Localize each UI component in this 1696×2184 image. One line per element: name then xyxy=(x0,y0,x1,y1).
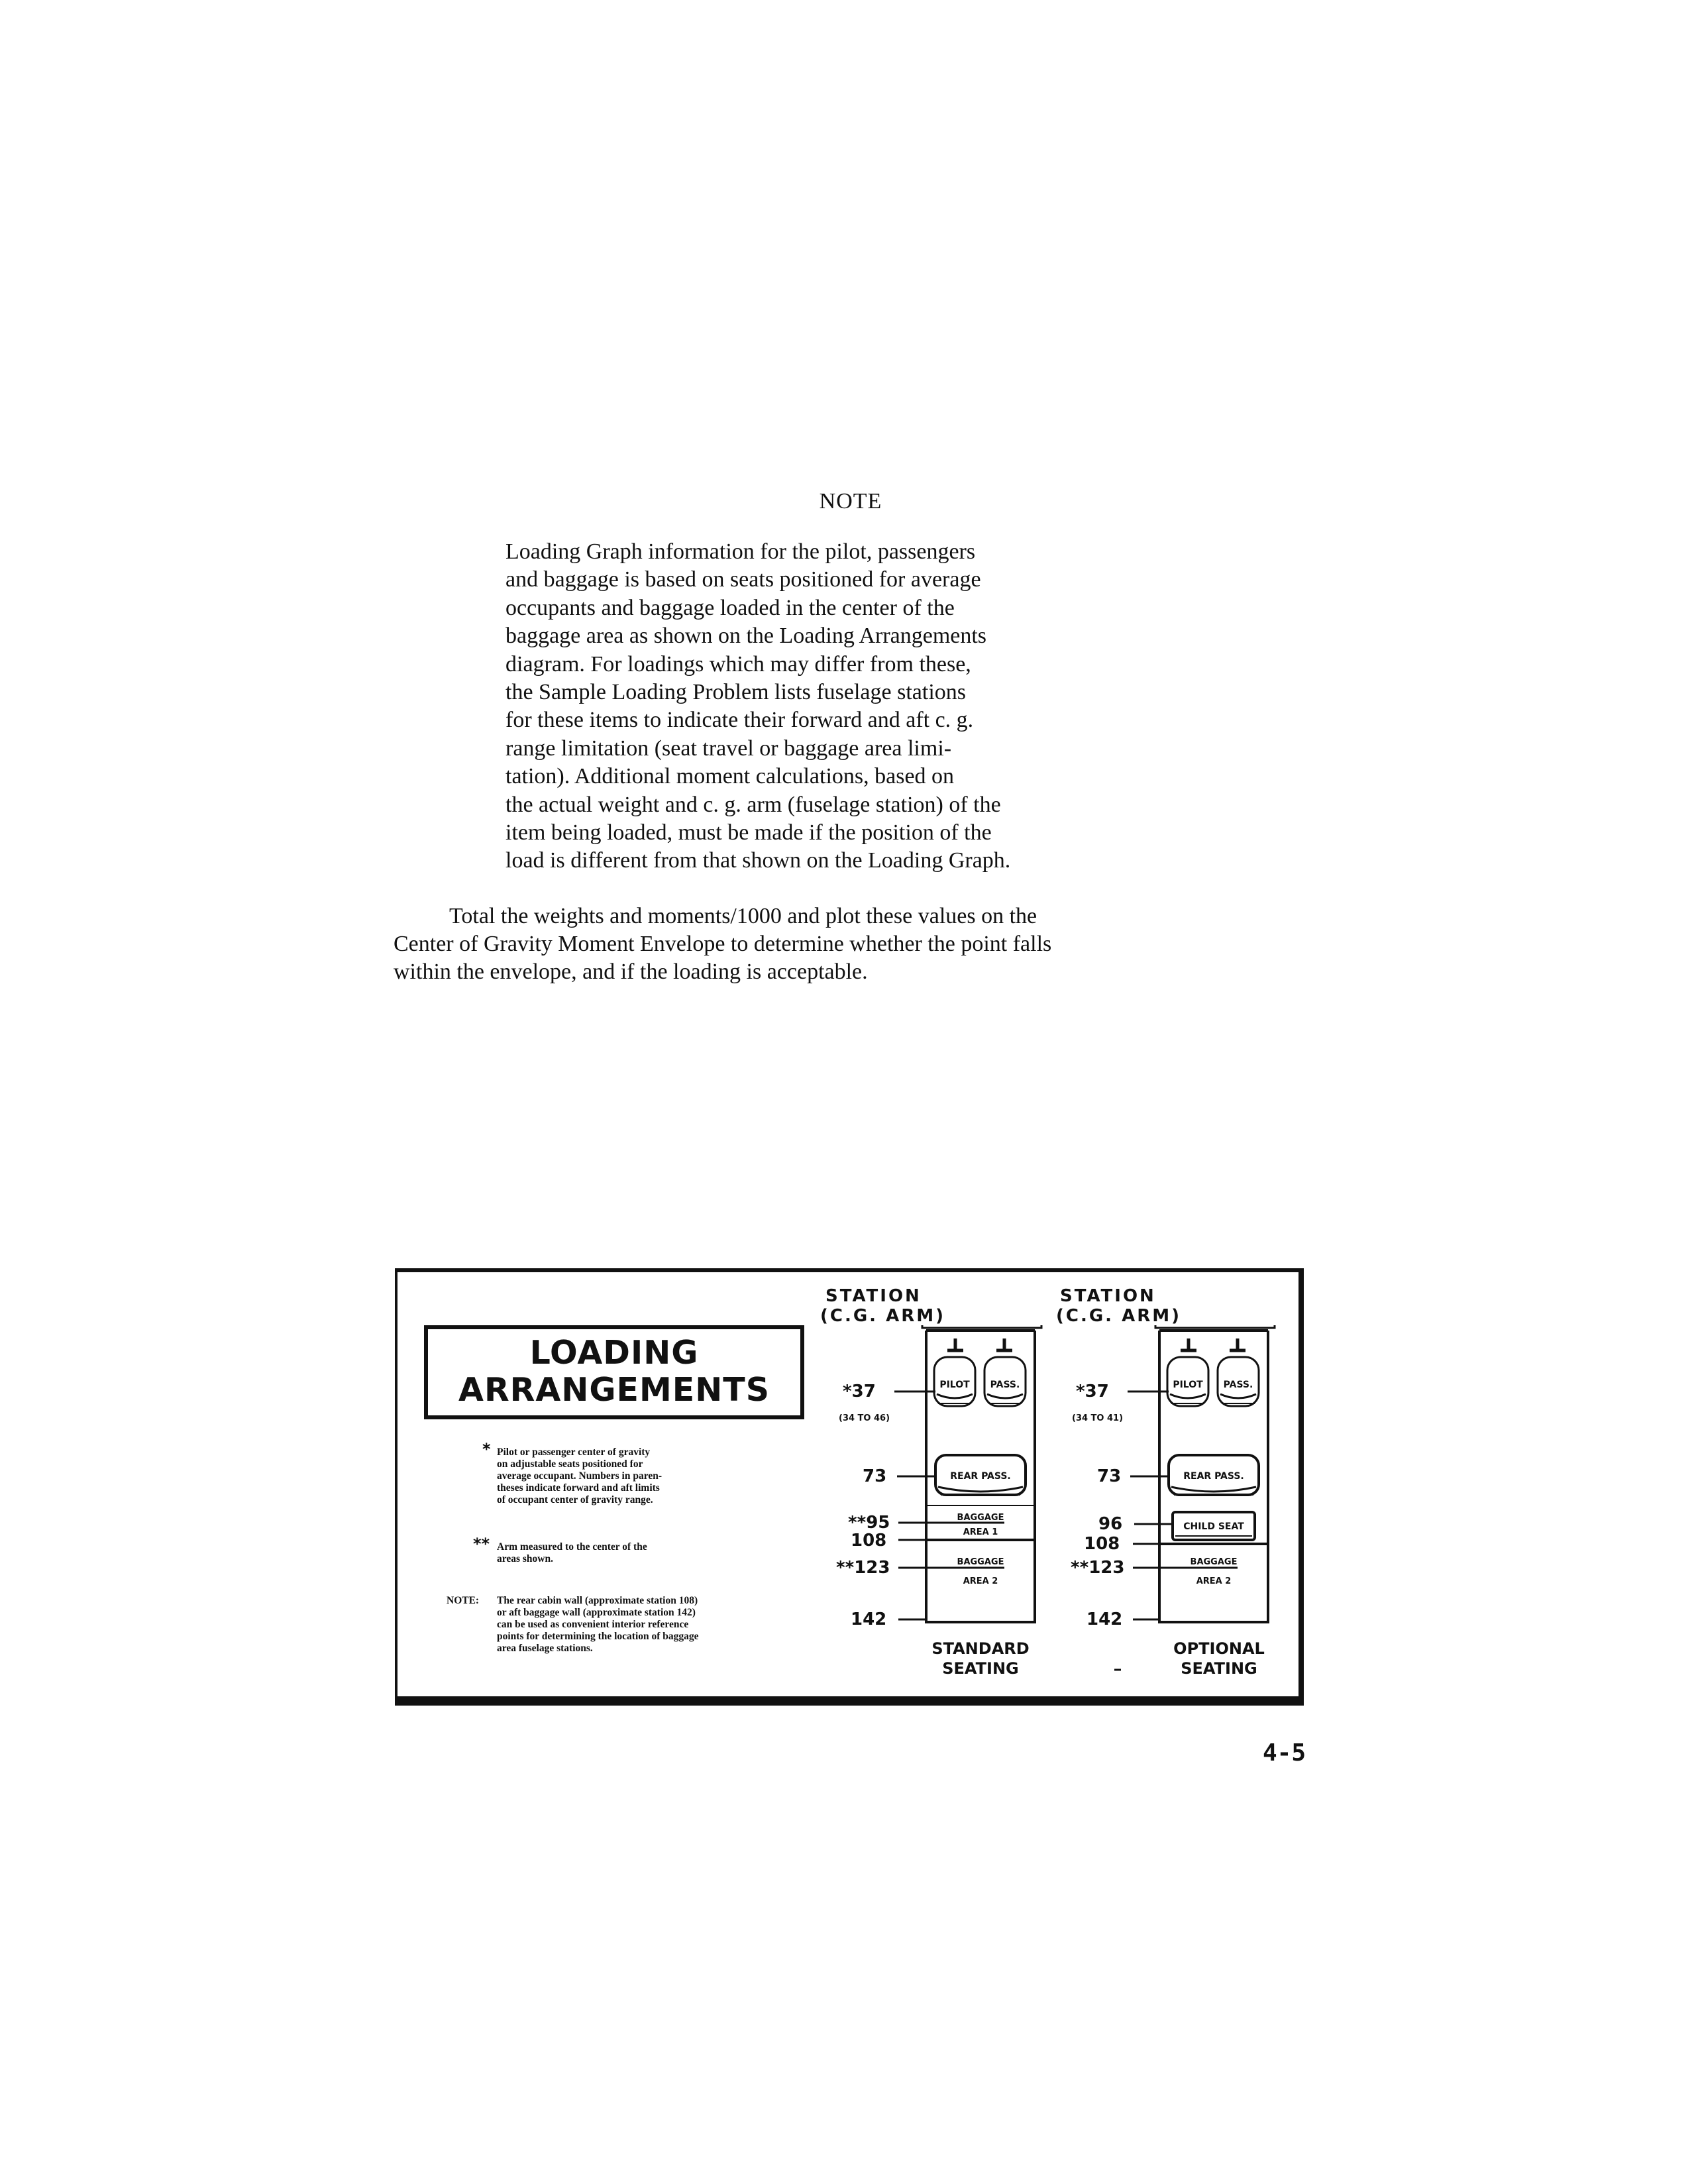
note-line: item being loaded, must be made if the position of the xyxy=(505,820,992,846)
station-73: 73 xyxy=(1097,1466,1122,1486)
double-asterisk-mark: ** xyxy=(473,1535,490,1553)
standard-caption: STANDARD xyxy=(931,1639,1030,1658)
footnote-note-label: NOTE: xyxy=(447,1595,480,1606)
footnote-line: average occupant. Numbers in paren- xyxy=(497,1470,662,1482)
footnote-line: of occupant center of gravity range. xyxy=(497,1494,653,1505)
note-line: baggage area as shown on the Loading Arrangements xyxy=(505,624,987,649)
baggage-area-2-sub: AREA 2 xyxy=(1196,1576,1232,1586)
rear-pass-label: REAR PASS. xyxy=(950,1471,1011,1482)
paragraph-line: Total the weights and moments/1000 and plot these values on the xyxy=(449,904,1037,928)
station-142: 142 xyxy=(851,1610,887,1629)
station-header-arm: (C.G. ARM) xyxy=(1056,1306,1182,1326)
station-header: STATION xyxy=(1060,1286,1156,1306)
optional-caption: OPTIONAL xyxy=(1173,1639,1265,1658)
page-number: 4-5 xyxy=(1263,1739,1306,1767)
seating-diagrams xyxy=(398,1272,1298,1696)
note-line: tation). Additional moment calculations, based on xyxy=(505,764,955,789)
rear-pass-label: REAR PASS. xyxy=(1183,1471,1244,1482)
station-range: (34 TO 46) xyxy=(839,1413,890,1423)
pilot-seat-label: PILOT xyxy=(939,1380,970,1390)
footnote-line: Arm measured to the center of the xyxy=(497,1541,647,1553)
footnote-line: theses indicate forward and aft limits xyxy=(497,1482,660,1494)
standard-caption-2: SEATING xyxy=(942,1659,1019,1678)
note-line: diagram. For loadings which may differ from these, xyxy=(505,651,971,677)
station-header-arm: (C.G. ARM) xyxy=(820,1306,946,1326)
note-line: the Sample Loading Problem lists fuselage stations xyxy=(505,680,967,705)
footnote-line: areas shown. xyxy=(497,1553,553,1564)
station-header: STATION xyxy=(825,1286,922,1306)
baggage-area-1-sub: AREA 1 xyxy=(963,1527,998,1537)
station-123: **123 xyxy=(836,1558,890,1578)
station-73: 73 xyxy=(863,1466,887,1486)
paragraph-line: Center of Gravity Moment Envelope to determine whether the point falls xyxy=(394,932,1052,956)
note-line: occupants and baggage loaded in the center of the xyxy=(505,595,955,620)
footnote-line: or aft baggage wall (approximate station 142) xyxy=(497,1607,696,1618)
footnote-line: area fuselage stations. xyxy=(497,1643,593,1654)
footnote-line: points for determining the location of baggage xyxy=(497,1631,699,1642)
station-95: **95 xyxy=(848,1513,890,1533)
note-heading: NOTE xyxy=(819,489,882,514)
station-range: (34 TO 41) xyxy=(1072,1413,1124,1423)
pass-seat-label: PASS. xyxy=(990,1380,1020,1390)
station-37: *37 xyxy=(843,1382,876,1401)
baggage-area-2-label: BAGGAGE xyxy=(957,1557,1004,1567)
loading-arrangements-panel xyxy=(395,1268,1304,1706)
child-seat-label: CHILD SEAT xyxy=(1183,1521,1244,1532)
station-108: 108 xyxy=(851,1531,887,1551)
note-line: and baggage is based on seats positioned for average xyxy=(505,567,981,592)
paragraph-line: within the envelope, and if the loading is acceptable. xyxy=(394,959,868,984)
optional-caption-2: SEATING xyxy=(1181,1659,1257,1678)
station-123: **123 xyxy=(1071,1558,1125,1578)
baggage-area-2-sub: AREA 2 xyxy=(963,1576,998,1586)
baggage-area-1-label: BAGGAGE xyxy=(957,1513,1004,1523)
note-line: range limitation (seat travel or baggage area limi- xyxy=(505,736,952,761)
title-line-2: ARRANGEMENTS xyxy=(458,1371,770,1409)
pass-seat-label: PASS. xyxy=(1223,1380,1253,1390)
note-line: for these items to indicate their forward and aft c. g. xyxy=(505,708,974,733)
pilot-seat-label: PILOT xyxy=(1173,1380,1203,1390)
footnote-line: can be used as convenient interior reference xyxy=(497,1619,689,1630)
note-line: Loading Graph information for the pilot, passengers xyxy=(505,539,976,564)
station-108: 108 xyxy=(1084,1534,1120,1554)
note-line: the actual weight and c. g. arm (fuselage station) of the xyxy=(505,792,1001,817)
asterisk-mark: * xyxy=(482,1440,491,1458)
footnote-line: The rear cabin wall (approximate station 108) xyxy=(497,1595,698,1606)
footnote-line: on adjustable seats positioned for xyxy=(497,1458,643,1470)
note-line: load is different from that shown on the Loading Graph. xyxy=(505,848,1011,873)
note-body xyxy=(505,538,1228,875)
title-line-1: LOADING xyxy=(529,1334,699,1372)
footnote-line: Pilot or passenger center of gravity xyxy=(497,1447,651,1458)
baggage-area-2-label: BAGGAGE xyxy=(1190,1557,1238,1567)
optional-seating-diagram xyxy=(1114,1325,1275,1670)
station-96: 96 xyxy=(1098,1514,1123,1534)
station-37: *37 xyxy=(1076,1382,1109,1401)
total-paragraph xyxy=(394,902,1321,986)
station-142: 142 xyxy=(1086,1610,1123,1629)
